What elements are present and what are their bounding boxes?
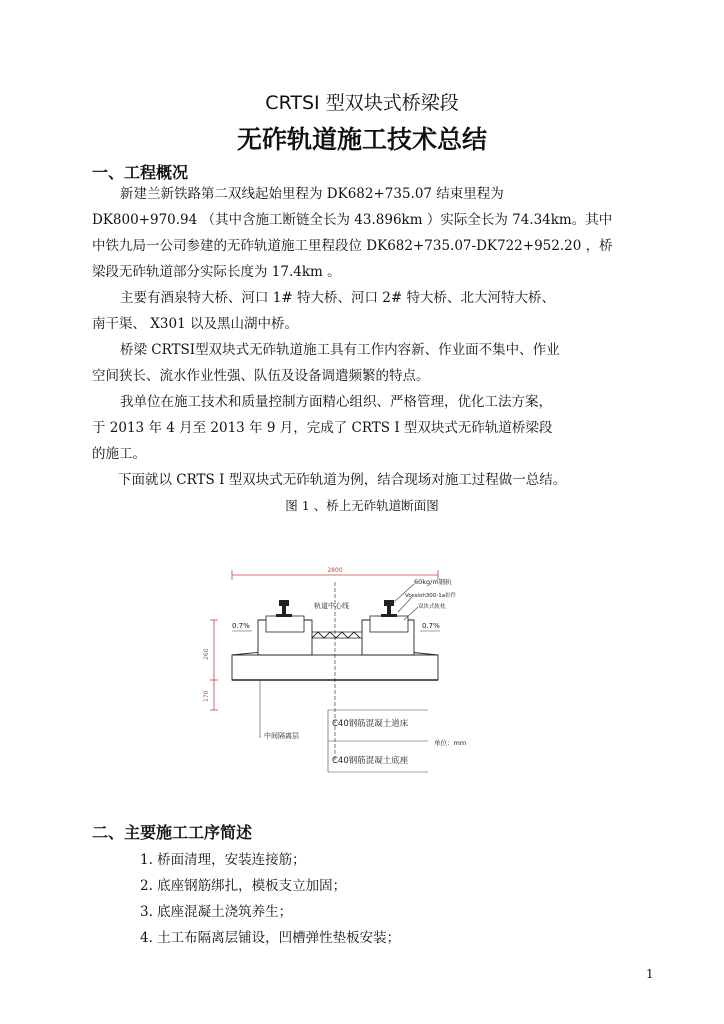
slope-left: 0.7% <box>232 622 250 630</box>
paragraph-line: 桥梁 CRTSⅠ型双块式无砟轨道施工具有工作内容新、作业面不集中、作业 <box>120 342 560 358</box>
figure-caption: 图 1 、桥上无砟轨道断面图 <box>285 498 439 513</box>
paragraph-line: 主要有酒泉特大桥、河口 1# 特大桥、河口 2# 特大桥、北大河特大桥、 <box>120 290 555 306</box>
paragraph-line: 于 2013 年 4 月至 2013 年 9 月，完成了 CRTS Ⅰ 型双块式无砟轨道桥梁段 <box>92 420 553 436</box>
track-cross-section-figure <box>200 560 490 775</box>
sleeper-left <box>266 616 304 632</box>
rail-label: 60kg/m钢轨 <box>414 578 452 586</box>
list-item: 3. 底座混凝土浇筑养生； <box>140 904 293 920</box>
centerline-label: 轨道中心线 <box>314 602 349 610</box>
section2-heading: 二、主要施工工序简述 <box>92 823 253 842</box>
section1-heading: 一、工程概况 <box>92 163 189 182</box>
slope-right: 0.7% <box>422 622 440 630</box>
dim-lower: 170 <box>203 690 210 702</box>
rail-left <box>276 600 292 617</box>
bed-label: C40钢筋混凝土道床 <box>332 719 409 729</box>
list-item: 4. 土工布隔离层铺设，凹槽弹性垫板安装； <box>140 930 401 946</box>
document-title-line1: CRTSⅠ 型双块式桥梁段 <box>265 92 459 114</box>
paragraph-line: 中铁九局一公司参建的无砟轨道施工里程段位 DK682+735.07-DK722+952.20 ，桥 <box>92 238 613 254</box>
isolation-label: 中间隔离层 <box>264 732 299 740</box>
paragraph-line: 南干渠、 X301 以及黑山湖中桥。 <box>92 316 298 332</box>
rail-right <box>381 600 397 617</box>
width-dimension: 2800 <box>327 567 343 574</box>
paragraph-line: DK800+970.94 （其中含施工断链全长为 43.896km ）实际全长为 74.34km。其中 <box>92 212 613 228</box>
paragraph-line: 空间狭长、流水作业性强、队伍及设备调遣频繁的特点。 <box>92 368 430 384</box>
paragraph-line: 新建兰新铁路第二双线起始里程为 DK682+735.07 结束里程为 <box>120 186 504 202</box>
document-title-line2: 无砟轨道施工技术总结 <box>236 125 487 154</box>
unit-label: 单位：mm <box>434 739 467 747</box>
sleeper-label: 双块式轨枕 <box>418 604 446 610</box>
paragraph-line: 梁段无砟轨道部分实际长度为 17.4km 。 <box>92 264 341 280</box>
list-item: 1. 桥面清理，安装连接筋； <box>140 852 306 868</box>
fastener-label: Vossloh300-1a扣件 <box>405 593 457 599</box>
base-label: C40钢筋混凝土底座 <box>332 756 409 766</box>
sleeper-right <box>370 616 408 632</box>
paragraph-line: 的施工。 <box>92 446 146 462</box>
dim-upper: 260 <box>203 648 210 660</box>
page-number: 1 <box>646 967 654 981</box>
groove-pad <box>312 632 360 638</box>
paragraph-line: 我单位在施工技术和质量控制方面精心组织、严格管理，优化工法方案， <box>120 394 552 410</box>
list-item: 2. 底座钢筋绑扎，模板支立加固； <box>140 878 347 894</box>
paragraph-line: 下面就以 CRTS Ⅰ 型双块式无砟轨道为例，结合现场对施工过程做一总结。 <box>118 472 567 488</box>
